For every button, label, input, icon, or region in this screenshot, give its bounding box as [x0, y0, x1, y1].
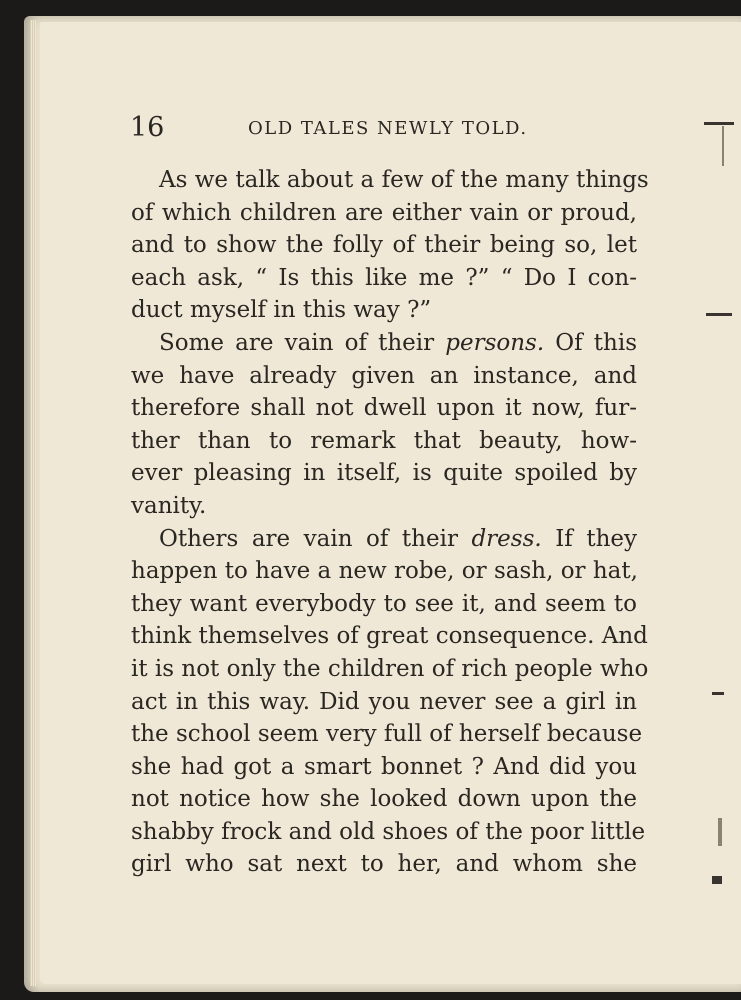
binding-mark: [706, 313, 732, 316]
text-line: Some are vain of their persons. Of this: [159, 329, 637, 356]
emphasis: persons.: [445, 329, 545, 356]
text-line: it is not only the children of rich people who: [131, 655, 649, 682]
text-line: of which children are either vain or proud,: [131, 199, 637, 226]
binding-mark: [712, 876, 722, 884]
text-line: girl who sat next to her, and whom she: [131, 851, 637, 878]
text-line: and to show the folly of their being so, let: [131, 232, 637, 259]
text-line: we have already given an instance, and: [131, 362, 637, 389]
text-line: not notice how she looked down upon the: [131, 786, 637, 813]
body-text: [131, 164, 649, 881]
text-line: think themselves of great consequence. And: [131, 623, 648, 650]
text-line: ther than to remark that beauty, how-: [131, 427, 637, 454]
text-line: each ask, “ Is this like me ?” “ Do I con-: [131, 264, 637, 291]
text-line: act in this way. Did you never see a girl in: [131, 688, 637, 715]
emphasis: dress.: [471, 525, 542, 552]
text-line: she had got a smart bonnet ? And did you: [131, 753, 637, 780]
text-line: duct myself in this way ?”: [131, 297, 432, 324]
page-number: 16: [130, 112, 165, 143]
binding-mark: [722, 126, 724, 166]
binding-mark: [718, 818, 722, 846]
text-line: As we talk about a few of the many things: [159, 167, 649, 193]
text-line: happen to have a new robe, or sash, or hat,: [131, 558, 638, 585]
text-line: the school seem very full of herself because: [131, 721, 643, 748]
text-line: they want everybody to see it, and seem to: [131, 590, 637, 617]
text-line: ever pleasing in itself, is quite spoiled by: [131, 460, 637, 487]
text-line: shabby frock and old shoes of the poor little: [131, 818, 646, 845]
text-line: therefore shall not dwell upon it now, fur-: [131, 395, 637, 422]
page-edges: [30, 20, 36, 986]
binding-mark: [704, 122, 734, 125]
running-head: OLD TALES NEWLY TOLD.: [248, 118, 528, 139]
binding-mark: [712, 692, 724, 695]
text-line: vanity.: [131, 492, 207, 519]
text-line: Others are vain of their dress. If they: [159, 525, 637, 552]
